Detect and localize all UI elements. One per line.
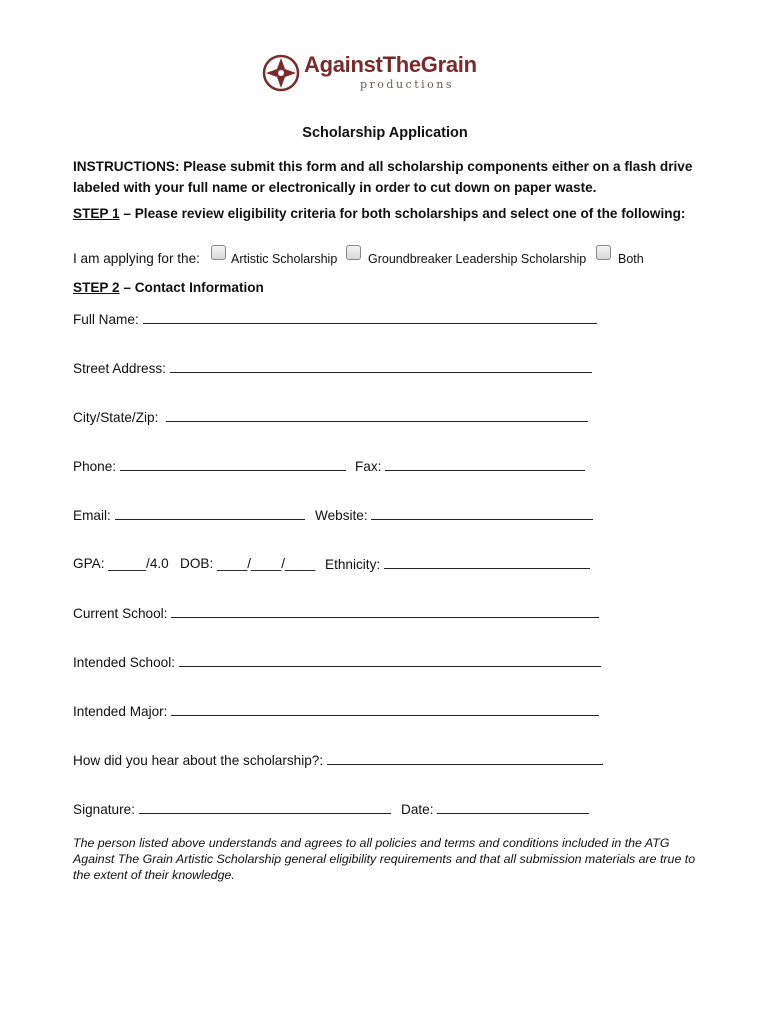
logo-brand-text: AgainstTheGrain	[304, 52, 477, 77]
ethnicity-field[interactable]	[384, 556, 590, 569]
phone-label: Phone:	[73, 459, 117, 474]
city-label: City/State/Zip:	[73, 410, 159, 425]
artistic-checkbox[interactable]	[211, 245, 226, 260]
full-name-row	[73, 311, 597, 327]
email-row	[73, 507, 305, 523]
groundbreaker-option-label: Groundbreaker Leadership Scholarship	[368, 252, 587, 266]
website-field[interactable]	[371, 507, 593, 520]
email-label: Email:	[73, 508, 111, 523]
step1-heading	[73, 206, 685, 221]
street-field[interactable]	[170, 360, 592, 373]
ethnicity-row	[325, 556, 590, 572]
logo-emblem-icon	[262, 54, 300, 92]
artistic-option-label: Artistic Scholarship	[231, 252, 338, 266]
ethnicity-label: Ethnicity:	[325, 557, 381, 572]
fax-row	[355, 458, 585, 474]
heard-field[interactable]	[327, 752, 603, 765]
logo-sub-text: productions	[360, 78, 454, 91]
applying-prompt: I am applying for the:	[73, 251, 200, 266]
signature-row	[73, 801, 391, 817]
gpa-label: GPA: _____/4.0	[73, 556, 169, 571]
dob-label: DOB: ____/____/____	[180, 556, 316, 571]
page-title: Scholarship Application	[302, 125, 468, 141]
street-row	[73, 360, 592, 376]
step2-text: – Contact Information	[119, 280, 264, 295]
step2-heading	[73, 280, 264, 295]
intended-major-label: Intended Major:	[73, 704, 168, 719]
current-school-label: Current School:	[73, 606, 168, 621]
both-option-label: Both	[618, 252, 644, 266]
current-school-field[interactable]	[171, 605, 599, 618]
fax-field[interactable]	[385, 458, 585, 471]
signature-label: Signature:	[73, 802, 135, 817]
dob-row	[180, 556, 315, 571]
intended-major-row	[73, 703, 599, 719]
city-field[interactable]	[166, 409, 588, 422]
signature-field[interactable]	[139, 801, 391, 814]
email-field[interactable]	[115, 507, 305, 520]
full-name-field[interactable]	[143, 311, 597, 324]
current-school-row	[73, 605, 599, 621]
phone-row	[73, 458, 346, 474]
intended-school-row	[73, 654, 601, 670]
website-label: Website:	[315, 508, 368, 523]
full-name-label: Full Name:	[73, 312, 139, 327]
date-field[interactable]	[437, 801, 589, 814]
date-label: Date:	[401, 802, 434, 817]
both-checkbox[interactable]	[596, 245, 611, 260]
phone-field[interactable]	[120, 458, 346, 471]
date-row	[401, 801, 589, 817]
heard-label: How did you hear about the scholarship?:	[73, 753, 324, 768]
company-logo	[262, 50, 512, 96]
intended-major-field[interactable]	[171, 703, 599, 716]
agreement-note: The person listed above understands and agrees to all policies and terms and conditions included in the ATG Against The Grain Artistic Scholarship general eligibility requirements and that all submission materials are true to the extent of their knowledge.	[73, 836, 696, 882]
website-row	[315, 507, 593, 523]
step1-label: STEP 1	[73, 206, 120, 221]
intended-school-label: Intended School:	[73, 655, 176, 670]
heard-row	[73, 752, 603, 768]
street-label: Street Address:	[73, 361, 166, 376]
fax-label: Fax:	[355, 459, 382, 474]
instructions: INSTRUCTIONS: Please submit this form and all scholarship components either on a flash drive labeled with your full name or electronically in order to cut down on paper waste.	[73, 159, 693, 195]
city-row	[73, 409, 588, 425]
gpa-row	[73, 556, 169, 571]
intended-school-field[interactable]	[179, 654, 601, 667]
step2-label: STEP 2	[73, 280, 120, 295]
groundbreaker-checkbox[interactable]	[346, 245, 361, 260]
step1-text: – Please review eligibility criteria for both scholarships and select one of the following:	[119, 206, 686, 221]
